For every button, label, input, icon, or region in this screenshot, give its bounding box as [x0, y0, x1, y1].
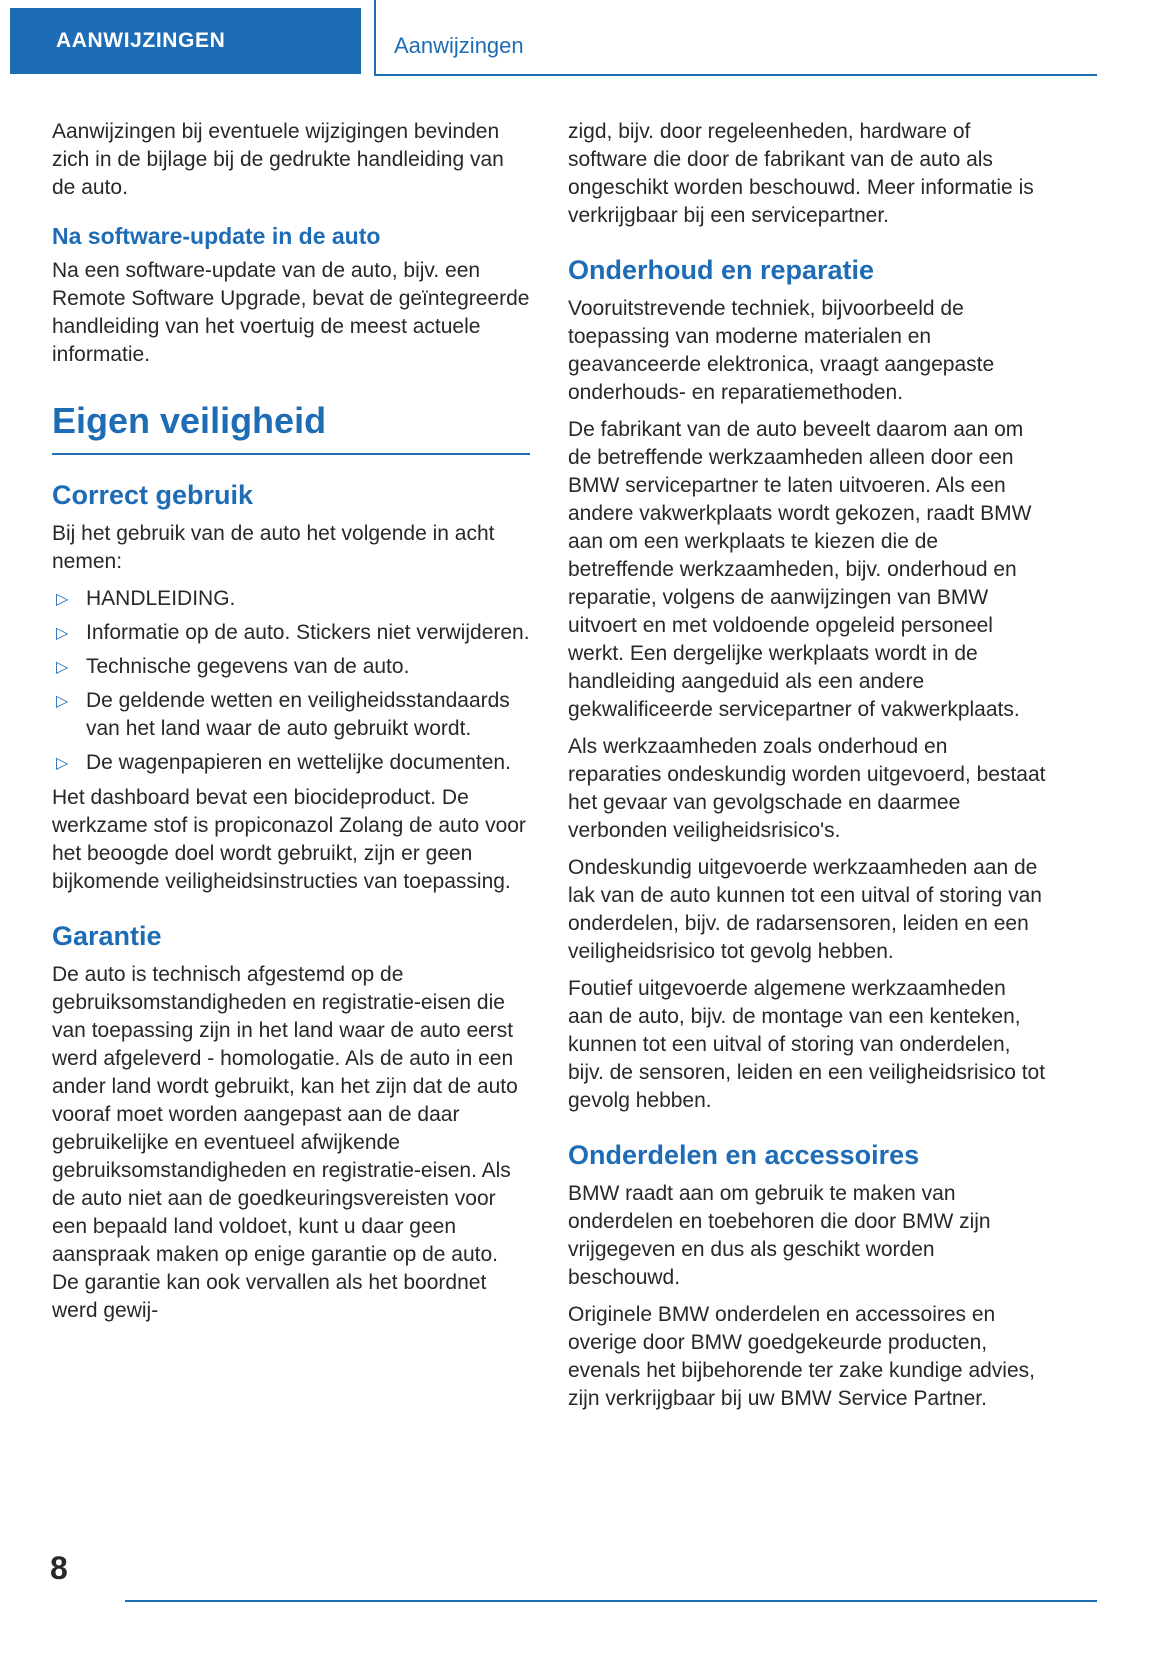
list-item — [52, 687, 530, 743]
onderhoud-paragraph: Ondeskundig uitgevoerde werkzaamheden aan de lak van de auto kunnen tot een uitval of storing van onderdelen, bijv. de radarsensoren, leiden en een veiligheidsrisico tot gevolg hebben. — [568, 856, 1042, 963]
list-item-text: Informatie op de auto. Stickers niet verwijderen. — [86, 621, 530, 644]
correct-gebruik-intro: Bij het gebruik van de auto het volgende in acht nemen: — [52, 522, 495, 573]
instruction-list — [52, 585, 530, 777]
garantie-paragraph: De auto is technisch afgestemd op de gebruiksomstandigheden en registratie-eisen die van toepassing zijn in het land waar de auto eerst werd afgeleverd - homologatie. Als de auto in een ander land wordt gebruikt, kan het zijn dat de auto vooraf moet worden aangepast aan de daar gebruikelijke en eventueel afwijkende gebruiksomstandigheden en registratie-eisen. Als de auto niet aan de goedkeuringsvereisten voor een bepaald land voldoet, kunt u daar geen aanspraak maken op enige garantie op de auto. De garantie kan ook vervallen als het boordnet werd gewij- — [52, 963, 518, 1322]
heading-onderdelen-en-accessoires: Onderdelen en accessoires — [568, 1140, 920, 1170]
triangle-bullet-icon: ▷ — [56, 659, 69, 676]
heading-correct-gebruik: Correct gebruik — [52, 480, 254, 510]
list-item-text: De wagenpapieren en wettelijke documenten. — [86, 751, 511, 774]
chapter-tab — [10, 8, 361, 74]
running-header-title: Aanwijzingen — [394, 33, 524, 58]
onderdelen-paragraph: BMW raadt aan om gebruik te maken van onderdelen en toebehoren die door BMW zijn vrijgegeven en dus als geschikt worden beschouwd. — [568, 1182, 991, 1289]
list-item — [52, 749, 530, 777]
onderdelen-paragraph: Originele BMW onderdelen en accessoires en overige door BMW goedgekeurde producten, evenals het bijbehorende ter zake kundige advies, zijn verkrijgbaar bij uw BMW Service Partner. — [568, 1303, 1035, 1410]
heading-onderhoud-en-reparatie: Onderhoud en reparatie — [568, 255, 875, 285]
list-item-text: Technische gegevens van de auto. — [86, 655, 410, 678]
header-rule — [374, 74, 1097, 76]
list-item-text: HANDLEIDING. — [86, 587, 236, 610]
page-content — [52, 118, 1046, 1422]
onderhoud-paragraph: Als werkzaamheden zoals onderhoud en reparaties ondeskundig worden uitgevoerd, bestaat het gevaar van gevolgschade en daarmee verbonden veiligheidsrisico's. — [568, 735, 1046, 842]
page-number: 8 — [50, 1550, 68, 1586]
right-column — [568, 118, 1046, 1422]
intro-paragraph: Aanwijzingen bij eventuele wijzigingen bevinden zich in de bijlage bij de gedrukte handleiding van de auto. — [52, 120, 504, 199]
triangle-bullet-icon: ▷ — [56, 591, 69, 608]
software-update-paragraph: Na een software-update van de auto, bijv. een Remote Software Upgrade, bevat de geïntegreerde handleiding van het voertuig de meest actuele informatie. — [52, 259, 530, 366]
heading-eigen-veiligheid: Eigen veiligheid — [52, 401, 530, 455]
chapter-tab-label: AANWIJZINGEN — [56, 29, 226, 52]
onderhoud-paragraph: Foutief uitgevoerde algemene werkzaamheden aan de auto, bijv. de montage van een kenteken, kunnen tot een uitval of storing van onderdelen, bijv. de sensoren, leiden en een veiligheidsrisico tot gevolg hebben. — [568, 977, 1046, 1112]
garantie-continuation-paragraph: zigd, bijv. door regeleenheden, hardware of software die door de fabrikant van de auto als ongeschikt worden beschouwd. Meer informatie is verkrijgbaar bij een servicepartner. — [568, 120, 1034, 227]
triangle-bullet-icon: ▷ — [56, 693, 69, 710]
triangle-bullet-icon: ▷ — [56, 625, 69, 642]
list-item-text: De geldende wetten en veiligheidsstandaards van het land waar de auto gebruikt wordt. — [86, 689, 510, 740]
correct-gebruik-outro: Het dashboard bevat een biocideproduct. De werkzame stof is propiconazol Zolang de auto voor het beoogde doel wordt gebruikt, zijn er geen bijkomende veiligheidsinstructies van toepassing. — [52, 786, 526, 893]
heading-garantie: Garantie — [52, 921, 162, 951]
list-item — [52, 619, 530, 647]
left-column — [52, 118, 530, 1422]
footer-rule — [125, 1600, 1097, 1602]
list-item — [52, 653, 530, 681]
onderhoud-paragraph: Vooruitstrevende techniek, bijvoorbeeld de toepassing van moderne materialen en geavanceerde elektronica, vraagt aangepaste onderhouds- en reparatiemethoden. — [568, 297, 995, 404]
heading-software-update: Na software-update in de auto — [52, 223, 381, 249]
header-divider-line — [374, 0, 376, 75]
list-item — [52, 585, 530, 613]
triangle-bullet-icon: ▷ — [56, 755, 69, 772]
onderhoud-paragraph: De fabrikant van de auto beveelt daarom aan om de betreffende werkzaamheden alleen door een BMW servicepartner te laten uitvoeren. Als een andere vakwerkplaats wordt gekozen, raadt BMW aan om een werkplaats te kiezen die de betreffende werkzaamheden, bijv. onderhoud en reparatie, volgens de aanwijzingen van BMW uitvoert en met voldoende opgeleid personeel werkt. Een dergelijke werkplaats wordt in de handleiding aangeduid als een andere gekwalificeerde servicepartner of vakwerkplaats. — [568, 418, 1032, 721]
